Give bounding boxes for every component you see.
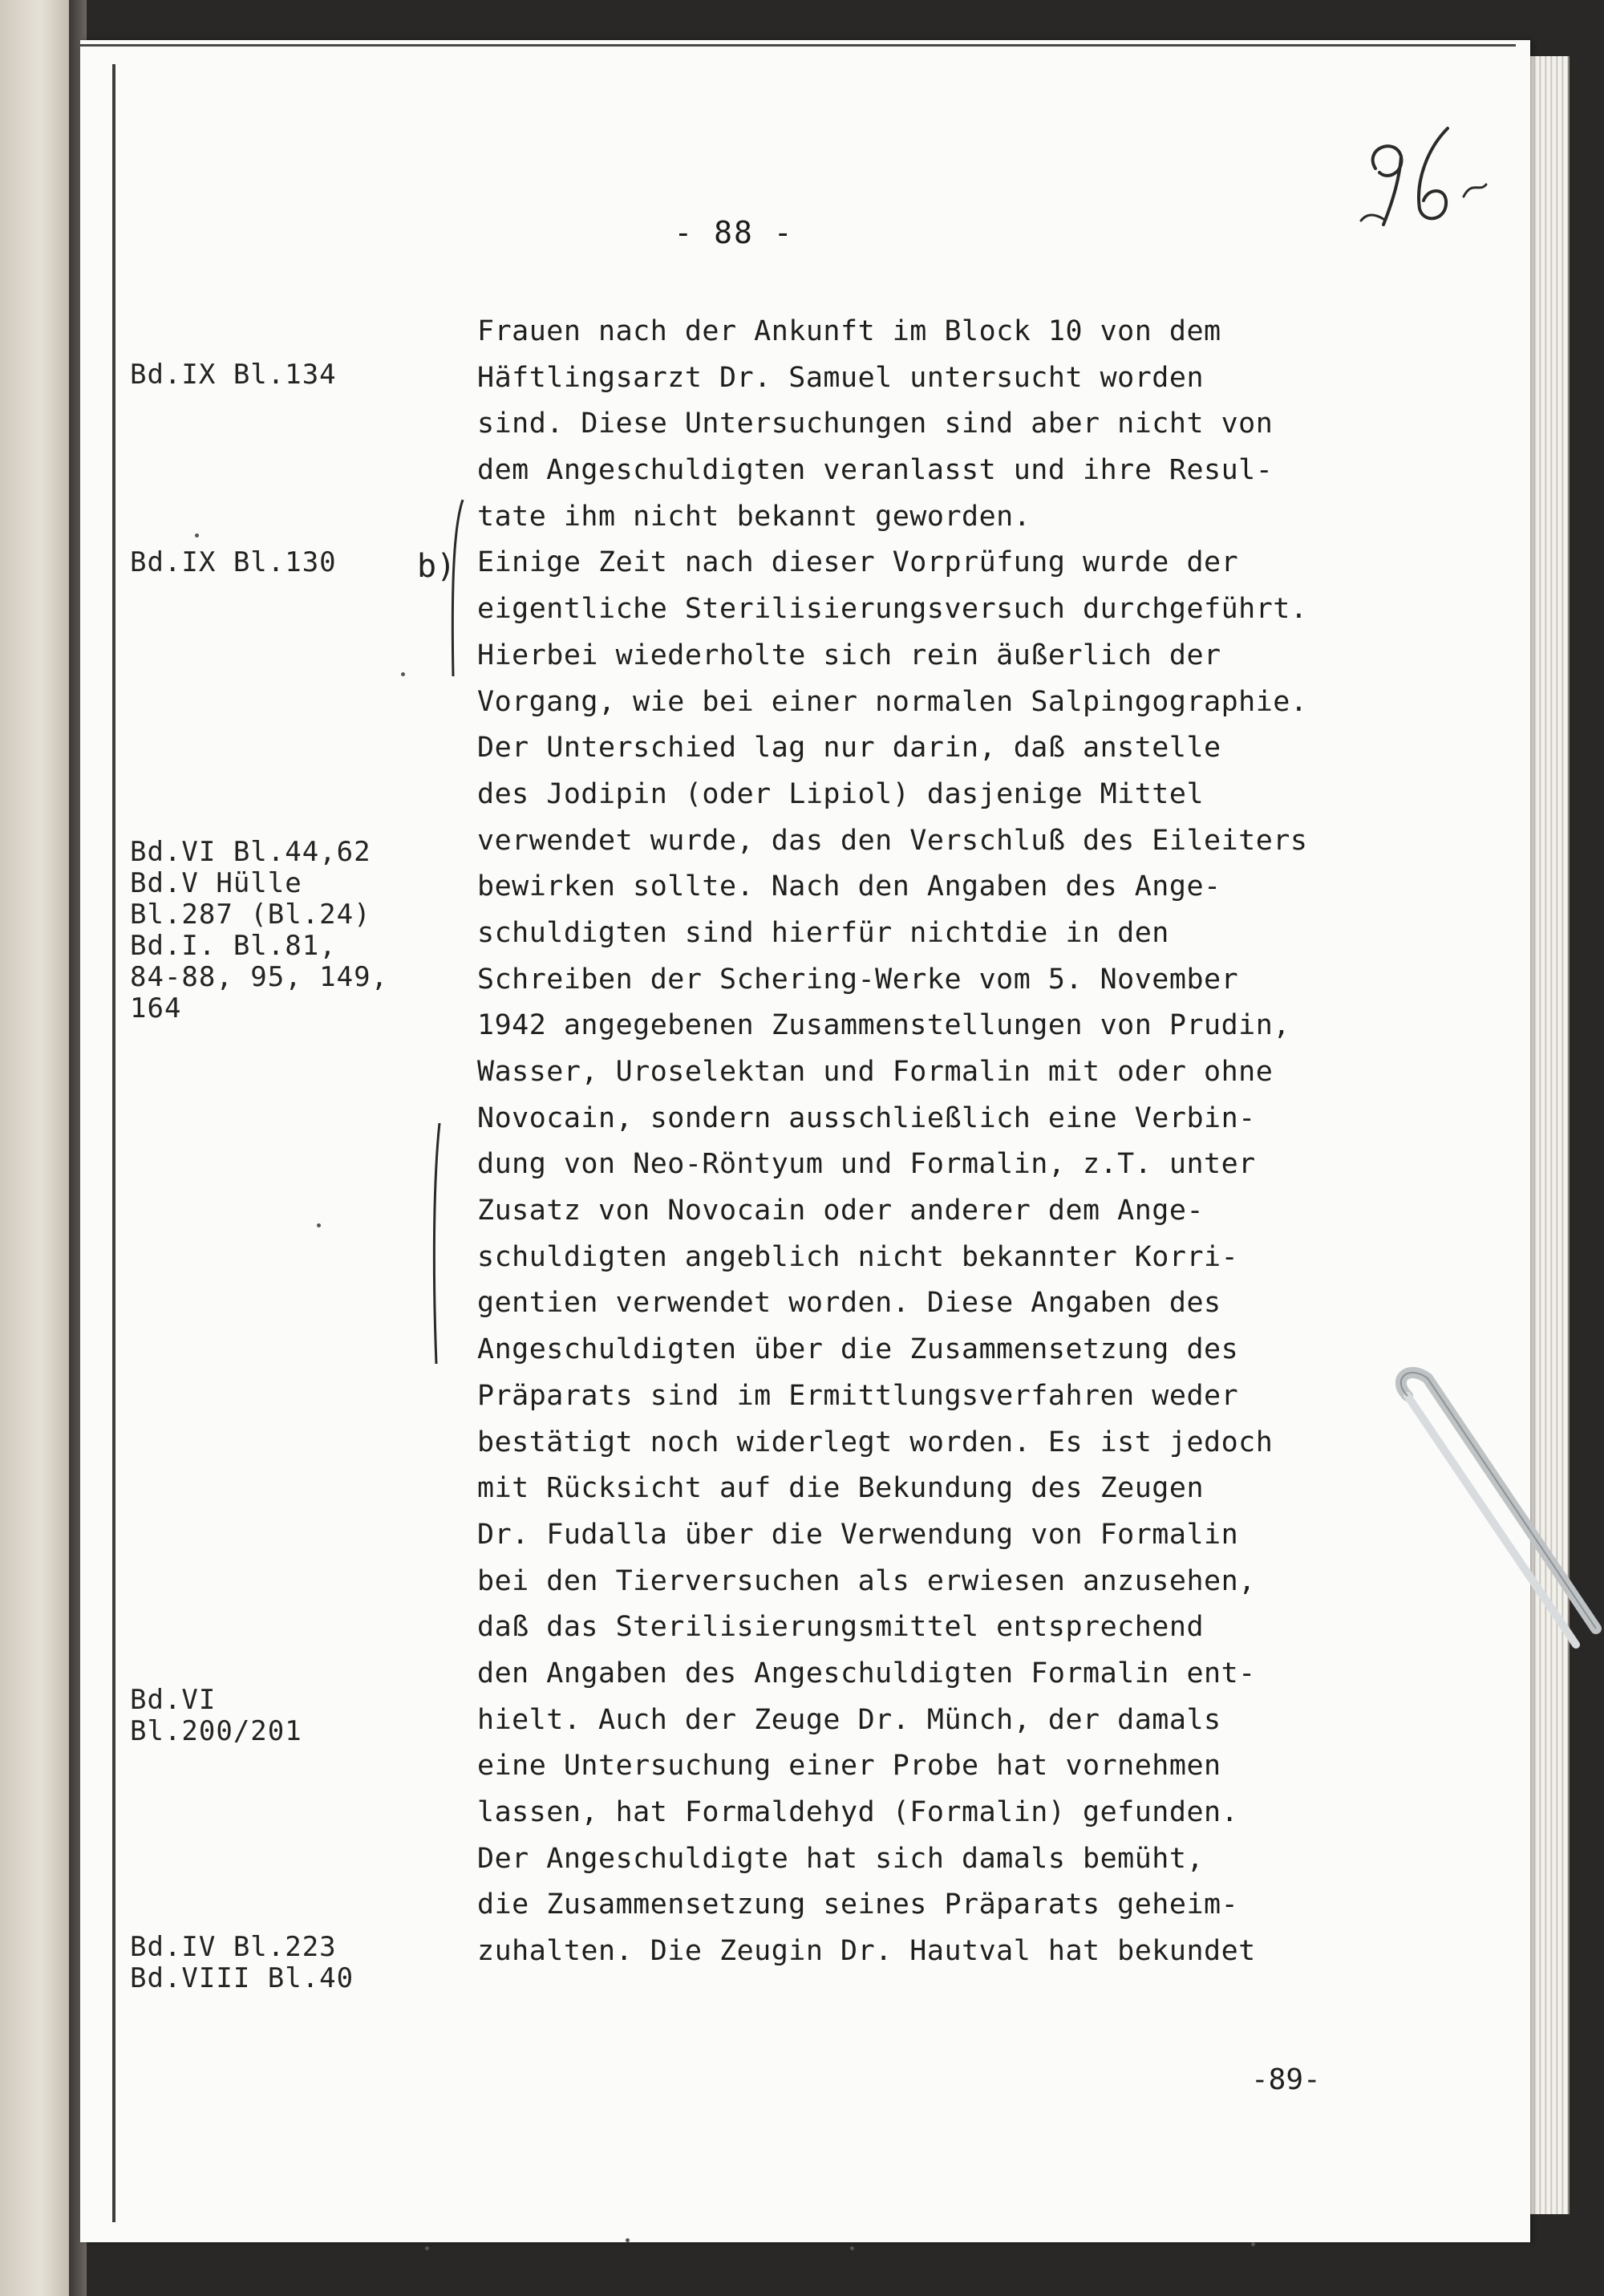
- left-page-edge: [0, 0, 74, 2296]
- section-marker: b): [417, 548, 456, 585]
- margin-bracket-lower: [423, 1119, 448, 1368]
- body-line: gentien verwendet worden. Diese Angaben des: [477, 1287, 1221, 1320]
- body-line: schuldigten angeblich nicht bekannter Korri-: [477, 1240, 1239, 1273]
- body-text: [477, 309, 1424, 1975]
- left-margin-line: [112, 64, 115, 2222]
- body-line: die Zusammensetzung seines Präparats geheim-: [477, 1888, 1239, 1921]
- ink-speck: [1251, 2242, 1255, 2246]
- body-line: Häftlingsarzt Dr. Samuel untersucht worden: [477, 361, 1205, 394]
- body-line: Einige Zeit nach dieser Vorprüfung wurde der: [477, 546, 1239, 579]
- body-line: bei den Tierversuchen als erwiesen anzusehen,: [477, 1564, 1256, 1597]
- body-line: mit Rücksicht auf die Bekundung des Zeugen: [477, 1472, 1205, 1505]
- page-number: - 88 -: [674, 215, 794, 250]
- ink-speck: [195, 533, 199, 537]
- body-line: sind. Diese Untersuchungen sind aber nicht von: [477, 408, 1274, 440]
- body-line: Wasser, Uroselektan und Formalin mit oder ohne: [477, 1056, 1274, 1088]
- margin-ref-5: Bd.IV Bl.223 Bd.VIII Bl.40: [130, 1931, 354, 1994]
- ink-speck: [401, 672, 405, 676]
- body-line: 1942 angegebenen Zusammenstellungen von Prudin,: [477, 1009, 1290, 1042]
- body-line: eigentliche Sterilisierungsversuch durchgeführt.: [477, 593, 1308, 626]
- body-line: tate ihm nicht bekannt geworden.: [477, 500, 1031, 533]
- margin-ref-1: Bd.IX Bl.134: [130, 359, 337, 391]
- body-line: Hierbei wiederholte sich rein äußerlich der: [477, 639, 1221, 671]
- body-line: Präparats sind im Ermittlungsverfahren weder: [477, 1379, 1239, 1412]
- body-line: verwendet wurde, das den Verschluß des Eileiters: [477, 824, 1308, 857]
- handwritten-folio-number: [1351, 124, 1492, 237]
- paperclip-icon: [1391, 1364, 1604, 1653]
- body-line: hielt. Auch der Zeuge Dr. Münch, der damals: [477, 1703, 1221, 1736]
- body-line: schuldigten sind hierfür nichtdie in den: [477, 916, 1169, 949]
- margin-ref-4: Bd.VI Bl.200/201: [130, 1684, 302, 1747]
- body-line: lassen, hat Formaldehyd (Formalin) gefunden.: [477, 1796, 1239, 1828]
- ink-speck: [425, 2246, 429, 2250]
- body-line: Vorgang, wie bei einer normalen Salpingographie.: [477, 685, 1308, 718]
- ink-speck: [317, 1223, 321, 1227]
- body-line: dung von Neo-Röntyum und Formalin, z.T. unter: [477, 1148, 1256, 1181]
- ink-speck: [626, 2238, 630, 2242]
- body-line: Der Unterschied lag nur darin, daß anstelle: [477, 732, 1221, 765]
- body-line: dem Angeschuldigten veranlasst und ihre Resul-: [477, 454, 1274, 487]
- body-line: daß das Sterilisierungsmittel entsprechend: [477, 1611, 1205, 1644]
- body-line: bestätigt noch widerlegt worden. Es ist jedoch: [477, 1426, 1274, 1458]
- body-line: bewirken sollte. Nach den Angaben des Ange-: [477, 870, 1221, 903]
- body-line: zuhalten. Die Zeugin Dr. Hautval hat bekundet: [477, 1935, 1256, 1968]
- body-line: den Angaben des Angeschuldigten Formalin ent-: [477, 1657, 1256, 1690]
- margin-ref-2: Bd.IX Bl.130: [130, 546, 337, 578]
- body-line: Zusatz von Novocain oder anderer dem Ange-: [477, 1195, 1205, 1227]
- margin-bracket-upper: [445, 496, 469, 680]
- body-line: eine Untersuchung einer Probe hat vornehmen: [477, 1750, 1221, 1783]
- body-line: Novocain, sondern ausschließlich eine Verbin-: [477, 1101, 1256, 1134]
- next-page-marker: -89-: [1251, 2063, 1321, 2096]
- body-line: Schreiben der Schering-Werke vom 5. November: [477, 963, 1239, 996]
- body-line: Angeschuldigten über die Zusammensetzung des: [477, 1333, 1239, 1366]
- body-line: Dr. Fudalla über die Verwendung von Formalin: [477, 1518, 1239, 1551]
- body-line: des Jodipin (oder Lipiol) dasjenige Mittel: [477, 777, 1205, 810]
- body-line: Der Angeschuldigte hat sich damals bemüht,: [477, 1842, 1205, 1875]
- margin-ref-3: Bd.VI Bl.44,62 Bd.V Hülle Bl.287 (Bl.24) Bd.I. Bl.81, 84-88, 95, 149, 164: [130, 836, 389, 1024]
- body-line: Frauen nach der Ankunft im Block 10 von dem: [477, 315, 1221, 347]
- top-edge-line: [80, 44, 1516, 47]
- ink-speck: [850, 2246, 854, 2250]
